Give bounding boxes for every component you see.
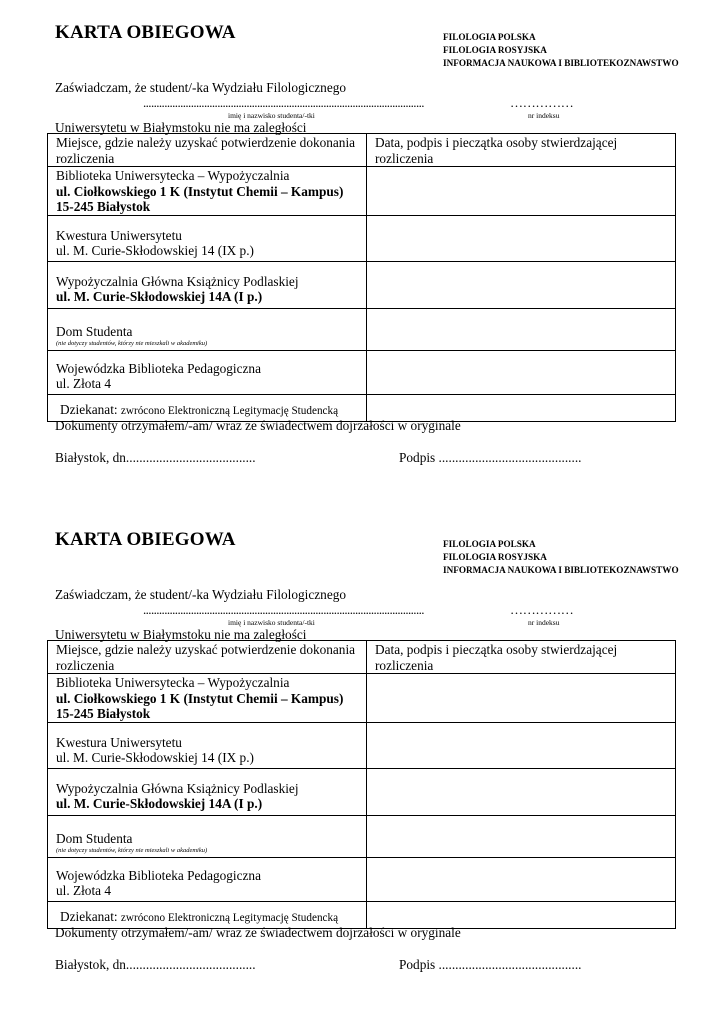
location-address: ul. M. Curie-Skłodowskiej 14 (IX p.) <box>56 243 254 258</box>
table-row <box>48 308 676 350</box>
table-header-row <box>48 641 676 674</box>
signature-cell[interactable] <box>367 308 676 350</box>
header-signature: Data, podpis i pieczątka osoby stwierdzającej rozliczenia <box>367 641 676 674</box>
clearance-card-2 <box>0 529 725 1029</box>
student-index-field[interactable]: …………… <box>510 602 574 617</box>
location-name: Biblioteka Uniwersytecka – Wypożyczalnia <box>56 168 290 183</box>
university-statement: Uniwersytetu w Białymstoku nie ma zaległości <box>55 627 307 642</box>
location-address: ul. Ciołkowskiego 1 K (Instytut Chemii – Kampus) <box>56 183 344 199</box>
place-date-field[interactable]: Białystok, dn....................................... <box>55 450 256 465</box>
signature-cell[interactable] <box>367 815 676 857</box>
table-row <box>48 167 676 216</box>
location-cell <box>48 815 367 857</box>
location-address: ul. Złota 4 <box>56 376 112 391</box>
signature-cell[interactable] <box>367 215 676 261</box>
university-statement: Uniwersytetu w Białymstoku nie ma zaległości <box>55 120 307 135</box>
signature-cell[interactable] <box>367 901 676 928</box>
header-signature: Data, podpis i pieczątka osoby stwierdzającej rozliczenia <box>367 134 676 167</box>
location-name: Wojewódzka Biblioteka Pedagogiczna <box>56 360 261 376</box>
location-name: Dziekanat: <box>60 909 118 924</box>
student-index-field[interactable]: …………… <box>510 95 574 110</box>
location-name: Dziekanat: <box>60 402 118 417</box>
card-title: KARTA OBIEGOWA <box>55 22 236 43</box>
program-item: FILOLOGIA POLSKA <box>443 32 536 42</box>
signature-cell[interactable] <box>367 674 676 723</box>
location-name: Biblioteka Uniwersytecka – Wypożyczalnia <box>56 675 290 690</box>
location-name: Kwestura Uniwersytetu <box>56 227 182 243</box>
signature-cell[interactable] <box>367 857 676 901</box>
program-item: FILOLOGIA POLSKA <box>443 539 536 549</box>
documents-statement: Dokumenty otrzymałem/-am/ wraz ze świadectwem dojrzałości w oryginale <box>55 418 461 433</box>
header-location: Miejsce, gdzie należy uzyskać potwierdzenie dokonania rozliczenia <box>48 134 367 167</box>
table-row <box>48 394 676 421</box>
program-item: INFORMACJA NAUKOWA I BIBLIOTEKOZNAWSTWO <box>443 565 679 575</box>
location-address: ul. M. Curie-Skłodowskiej 14A (I p.) <box>56 796 263 811</box>
card-title: KARTA OBIEGOWA <box>55 529 236 550</box>
location-cell <box>48 350 367 394</box>
location-address: ul. M. Curie-Skłodowskiej 14A (I p.) <box>56 289 263 304</box>
table-row <box>48 261 676 308</box>
location-cell <box>48 674 367 723</box>
certification-statement: Zaświadczam, że student/-ka Wydziału Filologicznego <box>55 587 347 602</box>
table-row <box>48 857 676 901</box>
student-index-caption: nr indeksu <box>528 111 560 120</box>
program-list <box>443 31 679 70</box>
location-note: zwrócono Elektroniczną Legitymację Studencką <box>120 405 339 417</box>
location-cell <box>48 394 367 421</box>
table-row <box>48 768 676 815</box>
location-name: Wypożyczalnia Główna Książnicy Podlaskiej <box>56 780 299 796</box>
location-cell <box>48 167 367 216</box>
place-date-field[interactable]: Białystok, dn....................................... <box>55 957 256 972</box>
program-item: FILOLOGIA ROSYJSKA <box>443 552 547 562</box>
location-cell <box>48 722 367 768</box>
location-cell <box>48 857 367 901</box>
signature-cell[interactable] <box>367 722 676 768</box>
location-name: Wypożyczalnia Główna Książnicy Podlaskiej <box>56 273 299 289</box>
documents-statement: Dokumenty otrzymałem/-am/ wraz ze świadectwem dojrzałości w oryginale <box>55 925 461 940</box>
location-address: ul. Ciołkowskiego 1 K (Instytut Chemii – Kampus) <box>56 690 344 706</box>
location-name: Dom Studenta <box>56 831 133 846</box>
location-cell <box>48 768 367 815</box>
table-row <box>48 674 676 723</box>
signature-cell[interactable] <box>367 261 676 308</box>
location-cell <box>48 261 367 308</box>
signature-cell[interactable] <box>367 350 676 394</box>
clearance-card-1 <box>0 22 725 522</box>
student-name-caption: imię i nazwisko studenta/-tki <box>228 618 315 627</box>
location-postal: 15-245 Białystok <box>56 706 151 721</box>
table-header-row <box>48 134 676 167</box>
location-name: Dom Studenta <box>56 324 133 339</box>
table-row <box>48 901 676 928</box>
signature-field[interactable]: Podpis ........................................... <box>399 957 582 972</box>
clearance-table <box>47 133 676 422</box>
header-location: Miejsce, gdzie należy uzyskać potwierdzenie dokonania rozliczenia <box>48 641 367 674</box>
program-list <box>443 538 679 577</box>
signature-cell[interactable] <box>367 167 676 216</box>
location-postal: 15-245 Białystok <box>56 199 151 214</box>
location-cell <box>48 215 367 261</box>
clearance-table <box>47 640 676 929</box>
table-row <box>48 215 676 261</box>
table-row <box>48 815 676 857</box>
location-name: Kwestura Uniwersytetu <box>56 734 182 750</box>
location-cell <box>48 901 367 928</box>
student-index-caption: nr indeksu <box>528 618 560 627</box>
student-name-field[interactable]: .......................................................................................................... <box>143 95 424 110</box>
student-name-caption: imię i nazwisko studenta/-tki <box>228 111 315 120</box>
table-row <box>48 722 676 768</box>
location-note: zwrócono Elektroniczną Legitymację Studencką <box>120 912 339 924</box>
location-address: ul. Złota 4 <box>56 883 112 898</box>
program-item: FILOLOGIA ROSYJSKA <box>443 45 547 55</box>
table-row <box>48 350 676 394</box>
signature-cell[interactable] <box>367 394 676 421</box>
location-cell <box>48 308 367 350</box>
location-note: (nie dotyczy studentów, którzy nie mieszkali w akademiku) <box>56 846 208 854</box>
location-name: Wojewódzka Biblioteka Pedagogiczna <box>56 867 261 883</box>
location-address: ul. M. Curie-Skłodowskiej 14 (IX p.) <box>56 750 254 765</box>
student-name-field[interactable]: .......................................................................................................... <box>143 602 424 617</box>
certification-statement: Zaświadczam, że student/-ka Wydziału Filologicznego <box>55 80 347 95</box>
location-note: (nie dotyczy studentów, którzy nie mieszkali w akademiku) <box>56 339 208 347</box>
signature-cell[interactable] <box>367 768 676 815</box>
program-item: INFORMACJA NAUKOWA I BIBLIOTEKOZNAWSTWO <box>443 58 679 68</box>
signature-field[interactable]: Podpis ........................................... <box>399 450 582 465</box>
